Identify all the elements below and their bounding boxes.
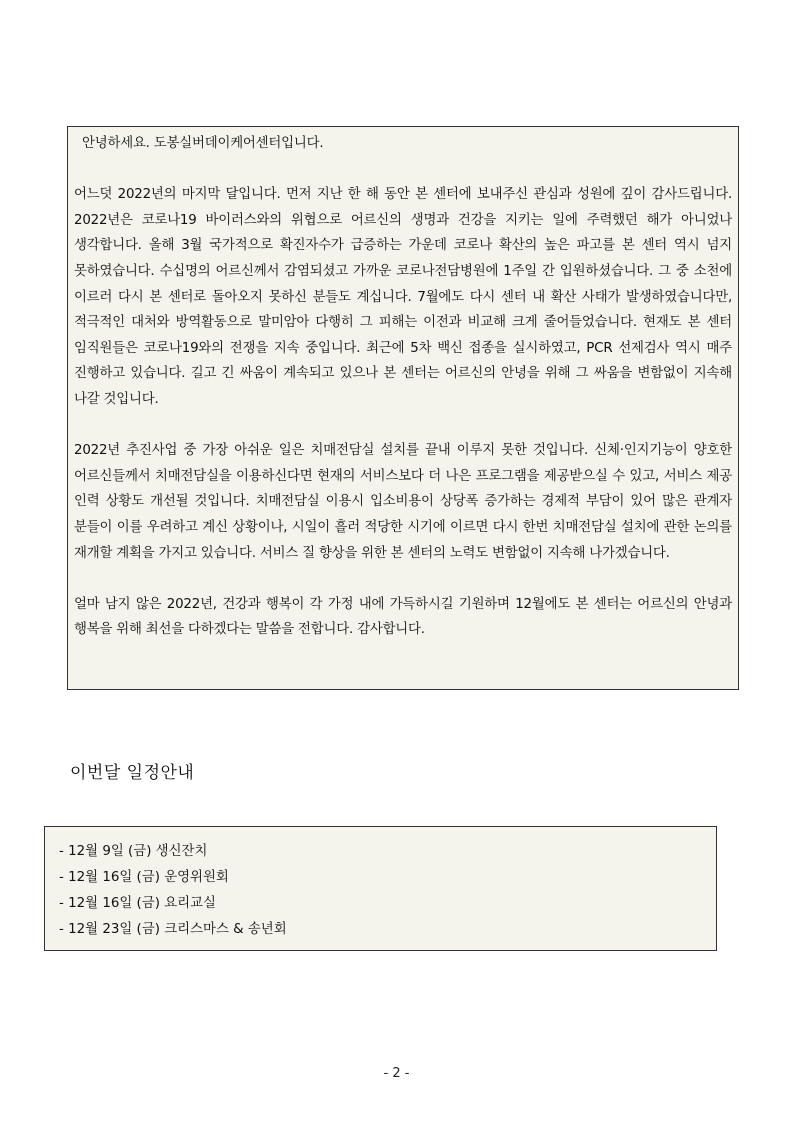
schedule-list bbox=[59, 839, 716, 943]
letter-greeting: 안녕하세요. 도봉실버데이케어센터입니다. bbox=[82, 136, 324, 151]
schedule-item: - 12월 9일 (금) 생신잔치 bbox=[59, 844, 208, 859]
schedule-item: - 12월 23일 (금) 크리스마스 & 송년회 bbox=[59, 922, 287, 937]
schedule-item: - 12월 16일 (금) 운영위원회 bbox=[59, 870, 229, 885]
letter-paragraph-covid: 어느덧 2022년의 마지막 달입니다. 먼저 지난 한 해 동안 본 센터에 보내주신 관심과 성원에 깊이 감사드립니다. 2022년은 코로나19 바이러스와의 위협으로 어르신의 생명과 건강을 지키는 일에 주력했던 해가 아니었나 생각합니다. 올해 3월 국가적으로 확진자수가 급증하는 가운데 코로나 확산의 높은 파고를 본 센터 역시 넘지 못하였습니다. 수십명의 어르신께서 감염되셨고 가까운 코로나전담병원에 1주일 간 입원하셨습니다. 그 중 소천에 이르러 다시 본 센터로 돌아오지 못하신 분들도 계십니다. 7월에도 다시 센터 내 확산 사태가 발생하였습니다만, 적극적인 대처와 방역활동으로 말미암아 다행히 그 피해는 이전과 비교해 크게 줄어들었습니다. 현재도 본 센터 임직원들은 코로나19와의 전쟁을 지속 중입니다. 최근에 5차 백신 접종을 실시하였고, PCR 선제검사 역시 매주 진행하고 있습니다. 길고 긴 싸움이 계속되고 있으나 본 센터는 어르신의 안녕을 위해 그 싸움을 변함없이 지속해 나갈 것입니다. bbox=[74, 187, 732, 407]
letter-paragraph-closing: 얼마 남지 않은 2022년, 건강과 행복이 각 가정 내에 가득하시길 기원하며 12월에도 본 센터는 어르신의 안녕과 행복을 위해 최선을 다하겠다는 말씀을 전합니다. 감사합니다. bbox=[74, 596, 732, 638]
page-number: - 2 - bbox=[383, 1066, 410, 1081]
letter-paragraph-dementia-unit: 2022년 추진사업 중 가장 아쉬운 일은 치매전담실 설치를 끝내 이루지 못한 것입니다. 신체·인지기능이 양호한 어르신들께서 치매전담실을 이용하신다면 현재의 서비스보다 더 나은 프로그램을 제공받으실 수 있고, 서비스 제공 인력 상황도 개선될 것입니다. 치매전담실 이용시 입소비용이 상당폭 증가하는 경제적 부담이 있어 많은 관계자 분들이 이를 우려하고 계신 상황이나, 시일이 흘러 적당한 시기에 이르면 다시 한번 치매전담실 설치에 관한 논의를 재개할 계획을 가지고 있습니다. 서비스 질 향상을 위한 본 센터의 노력도 변함없이 지속해 나가겠습니다. bbox=[74, 443, 732, 561]
schedule-item: - 12월 16일 (금) 요리교실 bbox=[59, 896, 216, 911]
schedule-heading: 이번달 일정안내 bbox=[70, 763, 195, 783]
letter-box bbox=[67, 126, 739, 690]
schedule-box bbox=[44, 826, 717, 951]
